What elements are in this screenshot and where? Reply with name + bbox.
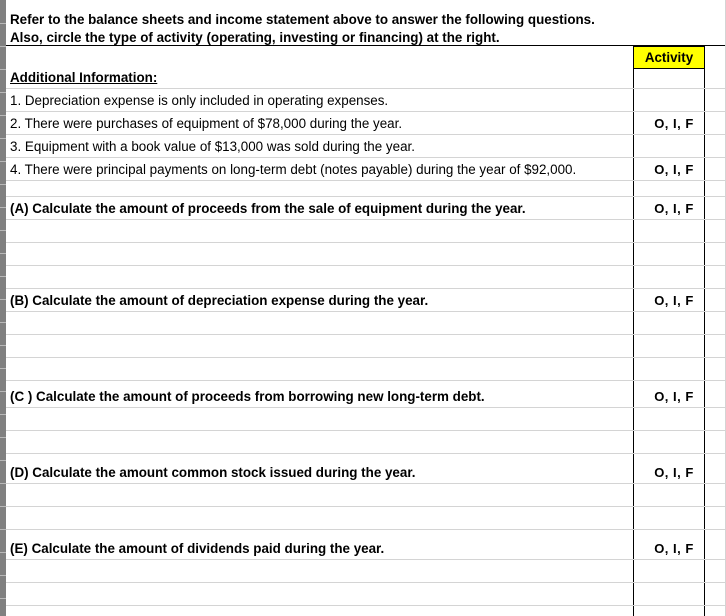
blank-row[interactable] xyxy=(6,507,726,530)
info-row-2[interactable] xyxy=(6,112,726,135)
info-item-4: 4. There were principal payments on long-term debt (notes payable) during the year of $92,000. xyxy=(10,161,577,177)
info-item-3: 3. Equipment with a book value of $13,000 was sold during the year. xyxy=(10,138,415,154)
activity-choice-e[interactable]: O, I, F xyxy=(654,540,694,556)
blank-row[interactable] xyxy=(6,335,726,358)
info-activity-2[interactable]: O, I, F xyxy=(654,115,694,131)
question-row-e[interactable] xyxy=(6,537,726,560)
question-b: (B) Calculate the amount of depreciation expense during the year. xyxy=(10,292,429,308)
question-row-a[interactable] xyxy=(6,197,726,220)
question-e: (E) Calculate the amount of dividends paid during the year. xyxy=(10,540,385,556)
question-a: (A) Calculate the amount of proceeds from the sale of equipment during the year. xyxy=(10,200,526,216)
info-activity-3[interactable] xyxy=(638,135,710,157)
blank-row[interactable] xyxy=(6,312,726,335)
blank-row[interactable] xyxy=(6,431,726,454)
question-row-c[interactable] xyxy=(6,385,726,408)
blank-row[interactable] xyxy=(6,583,726,606)
info-row-4[interactable] xyxy=(6,158,726,181)
activity-header[interactable]: Activity xyxy=(633,46,705,69)
blank-row[interactable] xyxy=(6,408,726,431)
additional-info-title-row[interactable] xyxy=(6,66,726,89)
blank-row[interactable] xyxy=(6,220,726,243)
info-activity-4[interactable]: O, I, F xyxy=(654,161,694,177)
info-item-2: 2. There were purchases of equipment of $78,000 during the year. xyxy=(10,115,403,131)
info-item-1: 1. Depreciation expense is only included in operating expenses. xyxy=(10,92,389,108)
activity-choice-a[interactable]: O, I, F xyxy=(654,200,694,216)
blank-row[interactable] xyxy=(6,358,726,381)
question-row-b[interactable] xyxy=(6,289,726,312)
question-c: (C ) Calculate the amount of proceeds from borrowing new long-term debt. xyxy=(10,388,485,404)
blank-row[interactable] xyxy=(6,266,726,289)
blank-row[interactable] xyxy=(6,243,726,266)
info-row-3[interactable] xyxy=(6,135,726,158)
additional-info-title: Additional Information: xyxy=(10,69,158,85)
question-d: (D) Calculate the amount common stock issued during the year. xyxy=(10,464,416,480)
activity-choice-c[interactable]: O, I, F xyxy=(654,388,694,404)
activity-choice-b[interactable]: O, I, F xyxy=(654,292,694,308)
blank-row[interactable] xyxy=(6,484,726,507)
info-row-1[interactable] xyxy=(6,89,726,112)
header-line-2: Also, circle the type of activity (operating, investing or financing) at the right. xyxy=(10,29,500,45)
activity-choice-d[interactable]: O, I, F xyxy=(654,464,694,480)
question-row-d[interactable] xyxy=(6,461,726,484)
blank-row[interactable] xyxy=(6,560,726,583)
blank-row[interactable] xyxy=(6,181,726,197)
header-line-1: Refer to the balance sheets and income statement above to answer the following questions. xyxy=(10,12,595,27)
header-row-2[interactable] xyxy=(6,29,726,46)
header-row-1[interactable] xyxy=(6,8,726,31)
gutter-tick xyxy=(0,46,6,47)
info-activity-1[interactable] xyxy=(638,89,710,111)
